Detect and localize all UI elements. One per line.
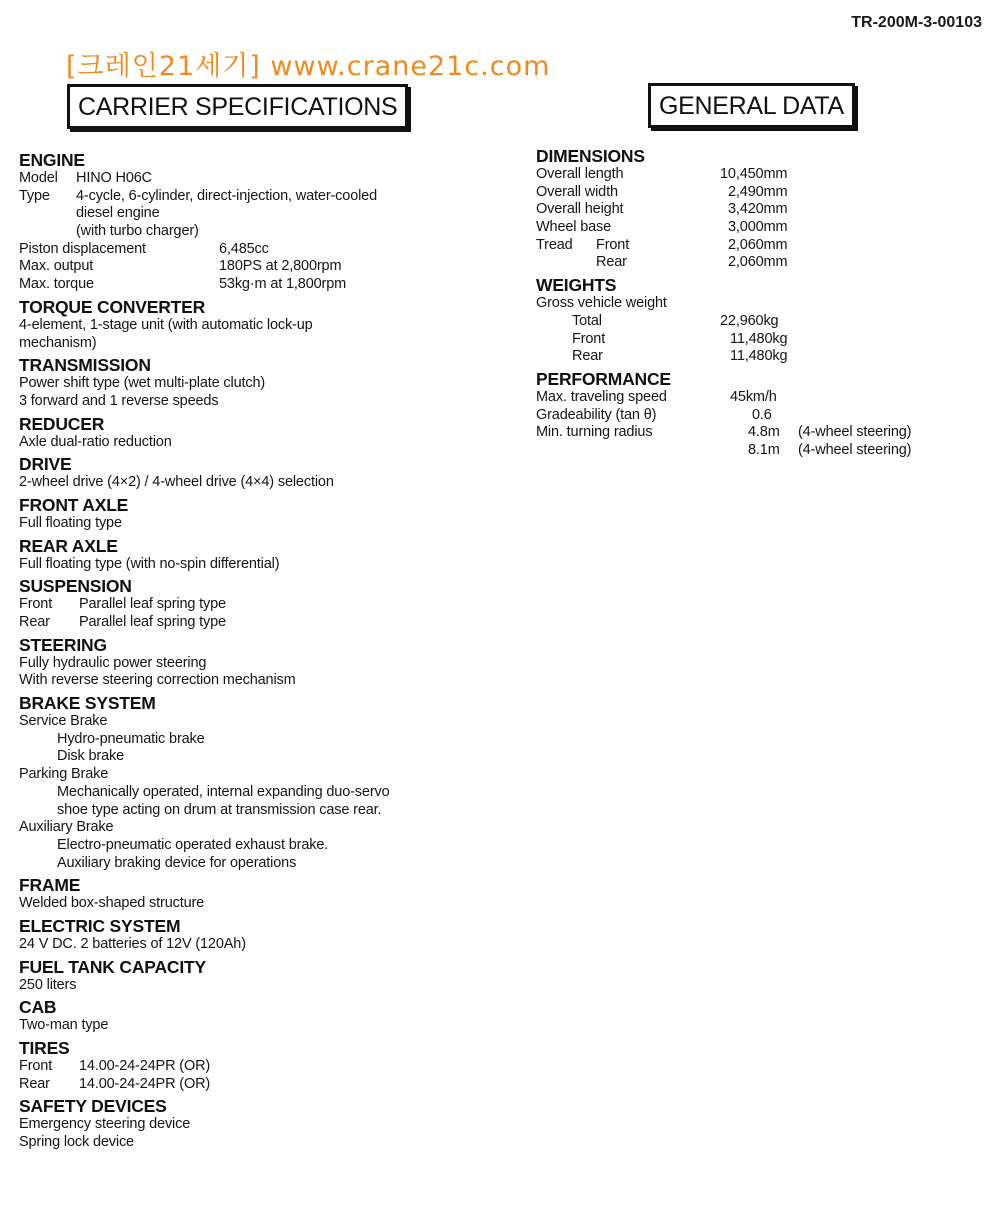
reducer-heading: REDUCER	[19, 413, 105, 434]
drive-heading: DRIVE	[19, 454, 72, 475]
wheel-base-value: 3,000mm	[728, 219, 788, 236]
parking-brake-line2: shoe type acting on drum at transmission case rear.	[57, 801, 382, 818]
engine-torque-label: Max. torque	[19, 276, 94, 293]
overall-height-value: 3,420mm	[728, 201, 788, 218]
safety-devices-line2: Spring lock device	[19, 1134, 134, 1151]
rear-axle-line1: Full floating type (with no-spin differential)	[19, 555, 280, 572]
parking-brake-line1: Mechanically operated, internal expanding duo-servo	[57, 783, 390, 800]
gross-vehicle-weight-label: Gross vehicle weight	[536, 295, 667, 312]
overall-width-value: 2,490mm	[728, 183, 788, 200]
overall-height-label: Overall height	[536, 201, 624, 218]
transmission-line2: 3 forward and 1 reverse speeds	[19, 392, 219, 409]
suspension-front-label: Front	[19, 596, 53, 613]
turning-radius-value-1: 4.8m	[748, 424, 780, 441]
suspension-heading: SUSPENSION	[19, 576, 132, 597]
weight-total-label: Total	[572, 312, 602, 329]
performance-heading: PERFORMANCE	[536, 368, 671, 389]
engine-output-value: 180PS at 2,800rpm	[219, 258, 342, 275]
engine-output-label: Max. output	[19, 258, 94, 275]
auxiliary-brake-line1: Electro-pneumatic operated exhaust brake.	[57, 836, 329, 853]
engine-type-label: Type	[19, 187, 50, 204]
front-axle-heading: FRONT AXLE	[19, 494, 129, 515]
tires-rear-label: Rear	[19, 1075, 50, 1092]
tires-front-value: 14.00-24-24PR (OR)	[79, 1058, 211, 1074]
suspension-rear-value: Parallel leaf spring type	[79, 614, 226, 630]
turning-radius-note-2: (4-wheel steering)	[798, 441, 912, 458]
torque-converter-line1: 4-element, 1-stage unit (with automatic lock-up	[19, 316, 313, 333]
tires-rear-value: 14.00-24-24PR (OR)	[79, 1075, 211, 1092]
auxiliary-brake-label: Auxiliary Brake	[19, 819, 114, 836]
suspension-rear-label: Rear	[19, 614, 50, 630]
tires-heading: TIRES	[19, 1038, 70, 1058]
carrier-specifications-column	[19, 150, 489, 1152]
engine-heading: ENGINE	[19, 150, 85, 170]
electric-system-heading: ELECTRIC SYSTEM	[19, 915, 181, 936]
transmission-heading: TRANSMISSION	[19, 355, 151, 376]
weight-front-label: Front	[572, 330, 606, 347]
weight-front-value: 11,480kg	[730, 330, 788, 347]
document-id: TR-200M-3-00103	[851, 14, 982, 31]
engine-model-label: Model	[19, 170, 58, 186]
tread-front-value: 2,060mm	[728, 236, 788, 253]
brake-system-heading: BRAKE SYSTEM	[19, 693, 156, 714]
gradeability-label: Gradeability (tan θ)	[536, 406, 657, 423]
weights-heading: WEIGHTS	[536, 275, 617, 296]
dimensions-heading: DIMENSIONS	[536, 146, 645, 166]
max-speed-label: Max. traveling speed	[536, 388, 667, 405]
turning-radius-label: Min. turning radius	[536, 424, 653, 441]
auxiliary-brake-line2: Auxiliary braking device for operations	[57, 854, 297, 871]
weight-total-value: 22,960kg	[720, 312, 779, 329]
engine-displacement-label: Piston displacement	[19, 240, 146, 257]
steering-line1: Fully hydraulic power steering	[19, 654, 207, 671]
turning-radius-note-1: (4-wheel steering)	[798, 424, 912, 441]
carrier-specifications-title: CARRIER SPECIFICATIONS	[67, 84, 408, 129]
steering-line2: With reverse steering correction mechanism	[19, 672, 296, 689]
cab-heading: CAB	[19, 997, 57, 1018]
engine-torque-value: 53kg·m at 1,800rpm	[219, 276, 347, 293]
cab-line1: Two-man type	[19, 1017, 109, 1034]
overall-length-value: 10,450mm	[720, 166, 788, 182]
wheel-base-label: Wheel base	[536, 219, 612, 236]
watermark-link[interactable]: [크레인21세기] www.crane21c.com	[66, 51, 551, 82]
front-axle-line1: Full floating type	[19, 514, 122, 531]
engine-displacement-value: 6,485cc	[219, 240, 269, 257]
service-brake-line1: Hydro-pneumatic brake	[57, 730, 205, 747]
tread-rear-value: 2,060mm	[728, 254, 788, 271]
engine-type-line3: (with turbo charger)	[76, 223, 199, 240]
engine-type-line1: 4-cycle, 6-cylinder, direct-injection, water-cooled	[76, 187, 378, 204]
engine-type-line2: diesel engine	[76, 205, 160, 222]
transmission-line1: Power shift type (wet multi-plate clutch)	[19, 375, 266, 392]
parking-brake-label: Parking Brake	[19, 766, 109, 783]
service-brake-line2: Disk brake	[57, 748, 124, 765]
rear-axle-heading: REAR AXLE	[19, 535, 118, 556]
turning-radius-value-2: 8.1m	[748, 441, 780, 458]
weight-rear-value: 11,480kg	[730, 348, 788, 365]
overall-width-label: Overall width	[536, 183, 618, 200]
torque-converter-heading: TORQUE CONVERTER	[19, 296, 206, 317]
tread-rear-label: Rear	[596, 254, 627, 271]
weight-rear-label: Rear	[572, 348, 603, 365]
fuel-tank-line1: 250 liters	[19, 976, 77, 993]
steering-heading: STEERING	[19, 634, 107, 655]
general-data-column	[536, 146, 956, 460]
reducer-line1: Axle dual-ratio reduction	[19, 433, 172, 450]
general-data-title: GENERAL DATA	[648, 83, 855, 128]
suspension-front-value: Parallel leaf spring type	[79, 596, 226, 613]
gradeability-value: 0.6	[752, 406, 772, 423]
frame-line1: Welded box-shaped structure	[19, 895, 205, 912]
safety-devices-heading: SAFETY DEVICES	[19, 1096, 167, 1117]
fuel-tank-heading: FUEL TANK CAPACITY	[19, 956, 206, 977]
tread-label: Tread	[536, 236, 573, 253]
frame-heading: FRAME	[19, 875, 81, 896]
safety-devices-line1: Emergency steering device	[19, 1116, 191, 1133]
engine-model-value: HINO H06C	[76, 170, 152, 186]
electric-system-line1: 24 V DC. 2 batteries of 12V (120Ah)	[19, 935, 246, 952]
torque-converter-line2: mechanism)	[19, 334, 97, 351]
max-speed-value: 45km/h	[730, 388, 777, 405]
overall-length-label: Overall length	[536, 166, 624, 182]
tires-front-label: Front	[19, 1058, 53, 1074]
drive-line1: 2-wheel drive (4×2) / 4-wheel drive (4×4) selection	[19, 474, 334, 491]
tread-front-label: Front	[596, 236, 630, 253]
service-brake-label: Service Brake	[19, 713, 108, 730]
